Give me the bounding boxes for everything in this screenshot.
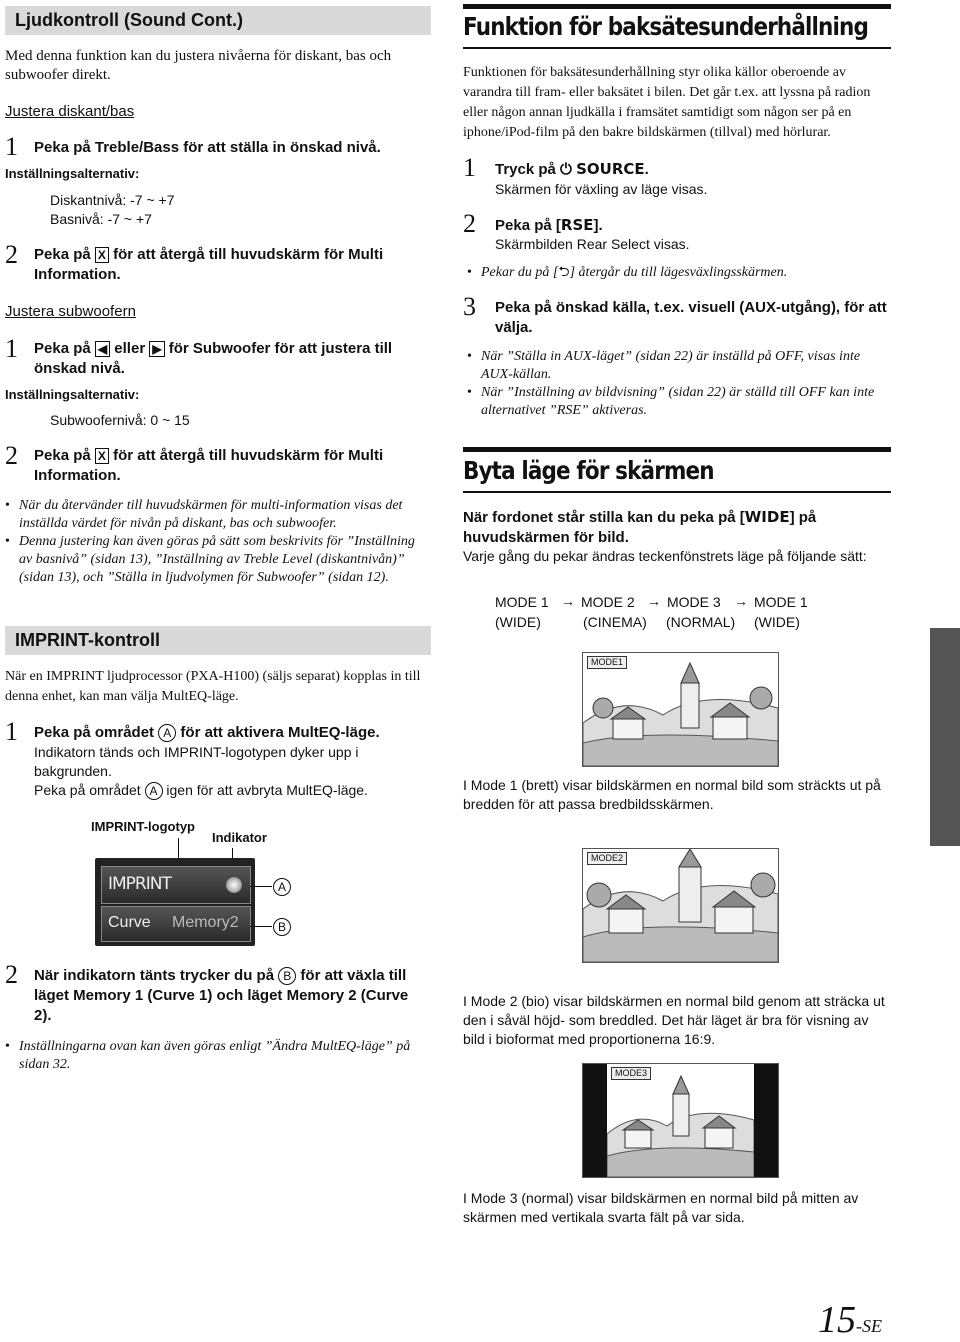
- page-number-suffix: -SE: [856, 1316, 882, 1336]
- step-text: [34, 966, 429, 1026]
- imprint-logo-text: IMPRINT: [108, 874, 171, 894]
- source-button-ref: SOURCE: [576, 160, 645, 178]
- imprint-intro: När en IMPRINT ljudprocessor (PXA-H100) (säljs separat) kopplas in till denna enhet, kan man välja MultEQ-läge.: [5, 669, 421, 704]
- step-text: [34, 446, 429, 486]
- step-text-part: Peka på: [34, 246, 91, 263]
- step-subtext: Skärmbilden Rear Select visas.: [495, 236, 690, 252]
- mode-name: (WIDE): [495, 614, 541, 630]
- step-subtext: Indikatorn tänds och IMPRINT-logotypen dyker upp i bakgrunden.: [34, 744, 359, 779]
- return-icon: ⮌: [558, 265, 570, 280]
- mode-name: (WIDE): [754, 614, 800, 630]
- area-a-marker: A: [158, 724, 176, 742]
- step-text-part: Peka på: [495, 217, 552, 234]
- step-number: 2: [5, 441, 18, 470]
- power-icon: ⏻: [560, 161, 572, 178]
- step-subtext: Skärmen för växling av läge visas.: [495, 181, 708, 197]
- village-scene-icon: [583, 849, 778, 962]
- step-text: Peka på Treble/Bass för att ställa in önskad nivå.: [34, 139, 381, 156]
- section-rule: [463, 47, 891, 49]
- step-text-part: för att återgå till huvudskärm för Multi Information.: [34, 447, 384, 484]
- step-number: 3: [463, 292, 476, 321]
- lead-part: När fordonet står stilla kan du peka på: [463, 509, 736, 526]
- step-text-part: för att växla till läget Memory 1 (Curve 1) och läget Memory 2 (Curve 2).: [34, 967, 409, 1024]
- mode2-description: I Mode 2 (bio) visar bildskärmen en normal bild genom att sträcka ut den i såväl höjd- som breddled. Det här läget är bra för visning av bild i bioformat med proportionerna 16:9.: [463, 993, 885, 1047]
- mode-label: MODE 3: [667, 594, 721, 610]
- treble-bass-heading: Justera diskant/bas: [5, 103, 135, 120]
- step-number: 1: [5, 717, 18, 746]
- close-button-ref: X: [95, 448, 109, 464]
- arrow-right-icon: →: [647, 593, 661, 609]
- step-text: Tryck på ⏻ SOURCE.: [495, 160, 649, 178]
- rear-entertainment-title: Funktion för baksätesunderhållning: [463, 12, 868, 41]
- callout-line: [250, 886, 272, 887]
- imprint-button-area-a: [101, 866, 251, 904]
- left-arrow-button-ref: ◀: [95, 341, 110, 357]
- step-text: [34, 245, 429, 285]
- step-text-part: Peka på: [34, 340, 91, 357]
- mode2-illustration: [582, 848, 779, 963]
- mode3-tag: MODE3: [611, 1067, 651, 1080]
- step-text-part: för att aktivera MultEQ-läge.: [180, 724, 380, 741]
- step-text-part: igen för att avbryta MultEQ-läge.: [166, 782, 368, 798]
- options-label: Inställningsalternativ:: [5, 387, 140, 402]
- step-text: Peka på [RSE].: [495, 216, 603, 234]
- note-item: • När ”Inställning av bildvisning” (sidan 22) är ställd till OFF kan inte alternativet ”RSE” aktiveras.: [481, 384, 891, 420]
- step-text: Peka på önskad källa, t.ex. visuell (AUX-utgång), för att välja.: [495, 299, 887, 336]
- note-item: • Inställningarna ovan kan även göras enligt ”Ändra MultEQ-läge” på sidan 32.: [19, 1038, 429, 1074]
- step-text: [34, 339, 429, 379]
- mode3-picture-area: [607, 1064, 754, 1177]
- village-scene-icon: [607, 1064, 754, 1177]
- lead-part: på huvudskärmen för bild.: [463, 509, 817, 546]
- memory-text: Memory2: [172, 914, 239, 931]
- step-text-part: Peka på området: [34, 782, 141, 798]
- step-text-part: eller: [114, 340, 146, 357]
- mode1-illustration: [582, 652, 779, 767]
- imprint-title: IMPRINT-kontroll: [5, 626, 431, 655]
- sound-control-title: Ljudkontroll (Sound Cont.): [5, 6, 431, 35]
- wide-button-ref: WIDE: [744, 508, 790, 526]
- rse-button-ref: RSE: [560, 216, 594, 234]
- mode-label: MODE 1: [495, 594, 549, 610]
- area-a-marker: A: [145, 782, 163, 800]
- arrow-right-icon: →: [734, 593, 748, 609]
- step-text-part: När indikatorn tänts trycker du på: [34, 967, 275, 984]
- area-a-label: A: [273, 878, 291, 896]
- step-text-part: för att återgå till huvudskärm för Multi Information.: [34, 246, 384, 283]
- section-side-tab: [930, 628, 960, 846]
- imprint-figure: [95, 858, 255, 946]
- page-number-value: 15: [818, 1299, 856, 1341]
- arrow-right-icon: →: [561, 593, 575, 609]
- step-number: 2: [463, 209, 476, 238]
- mode-label: MODE 1: [754, 594, 808, 610]
- step-subtext: [34, 781, 429, 800]
- village-scene-icon: [583, 653, 778, 766]
- mode3-description: I Mode 3 (normal) visar bildskärmen en normal bild på mitten av skärmen med vertikala svarta fält på var sida.: [463, 1190, 859, 1225]
- mode-label: MODE 2: [581, 594, 635, 610]
- curve-text: Curve: [108, 914, 151, 931]
- mode1-tag: MODE1: [587, 656, 627, 669]
- curve-button-area-b: [101, 906, 251, 942]
- bass-range: Basnivå: -7 ~ +7: [50, 211, 152, 227]
- treble-range: Diskantnivå: -7 ~ +7: [50, 192, 175, 208]
- area-b-label: B: [273, 918, 291, 936]
- right-arrow-button-ref: ▶: [149, 341, 164, 357]
- step-number: 2: [5, 960, 18, 989]
- sound-intro: Med denna funktion kan du justera nivåerna för diskant, bas och subwoofer direkt.: [5, 48, 392, 83]
- step-text-part: Tryck på: [495, 161, 556, 178]
- screen-mode-title: Byta läge för skärmen: [463, 456, 714, 485]
- subwoofer-range: Subwoofernivå: 0 ~ 15: [50, 412, 190, 428]
- step-text: [34, 723, 429, 743]
- step-text-part: Peka på området: [34, 724, 155, 741]
- step-text-part: Peka på: [34, 447, 91, 464]
- figure-label-logo: IMPRINT-logotyp: [91, 819, 195, 834]
- wide-lead: När fordonet står stilla kan du peka på [WIDE] på huvudskärmen för bild.: [463, 508, 817, 546]
- area-b-marker: B: [278, 967, 296, 985]
- section-rule: [463, 4, 891, 9]
- step-number: 2: [5, 240, 18, 269]
- mode1-description: I Mode 1 (brett) visar bildskärmen en normal bild som sträckts ut på bredden för att passa bredbildsskärmen.: [463, 777, 881, 812]
- note-item: • När ”Ställa in AUX-läget” (sidan 22) är inställd på OFF, visas inte AUX-källan.: [481, 348, 891, 384]
- section-rule: [463, 447, 891, 452]
- options-label: Inställningsalternativ:: [5, 166, 140, 181]
- callout-line: [250, 926, 272, 927]
- note-item: • När du återvänder till huvudskärmen för multi-information visas det inställda värdet för nivån på diskant, bas och subwoofer.: [19, 497, 429, 533]
- close-button-ref: X: [95, 247, 109, 263]
- step-number: 1: [5, 334, 18, 363]
- section-rule: [463, 491, 891, 493]
- mode-name: (CINEMA): [583, 614, 647, 630]
- figure-label-indicator: Indikator: [212, 830, 267, 845]
- mode-name: (NORMAL): [666, 614, 736, 630]
- note-item: [481, 264, 891, 282]
- indicator-light-icon: [226, 877, 242, 893]
- note-item: • Denna justering kan även göras på sätt som beskrivits för ”Inställning av basnivå” (sidan 13), ”Inställning av Treble Level (diskantnivån)” (sidan 13), och ”Ställa in ljudvolymen för Subwoofer” (sidan 12).: [19, 533, 429, 587]
- note-part: ] återgår du till lägesväxlingsskärmen.: [569, 265, 788, 280]
- step-number: 1: [463, 153, 476, 182]
- wide-subtext: Varje gång du pekar ändras teckenfönstrets läge på följande sätt:: [463, 548, 867, 564]
- mode2-tag: MODE2: [587, 852, 627, 865]
- step-number: 1: [5, 132, 18, 161]
- step-text-part: för Subwoofer för att justera till önskad nivå.: [34, 340, 393, 377]
- subwoofer-heading: Justera subwoofern: [5, 303, 136, 320]
- rear-intro: Funktionen för baksätesunderhållning styr olika källor oberoende av varandra till fram- eller baksätet i bilen. Det går t.ex. att lyssna på radion eller någon annan ljudkälla i framsätet samtidigt som någon ser på en iphone/iPod-film på den bakre bildskärmen (tillval) med hörlurar.: [463, 65, 871, 140]
- page-number: [818, 1298, 882, 1342]
- note-part: Pekar du på [: [481, 265, 559, 280]
- mode3-illustration: [582, 1063, 779, 1178]
